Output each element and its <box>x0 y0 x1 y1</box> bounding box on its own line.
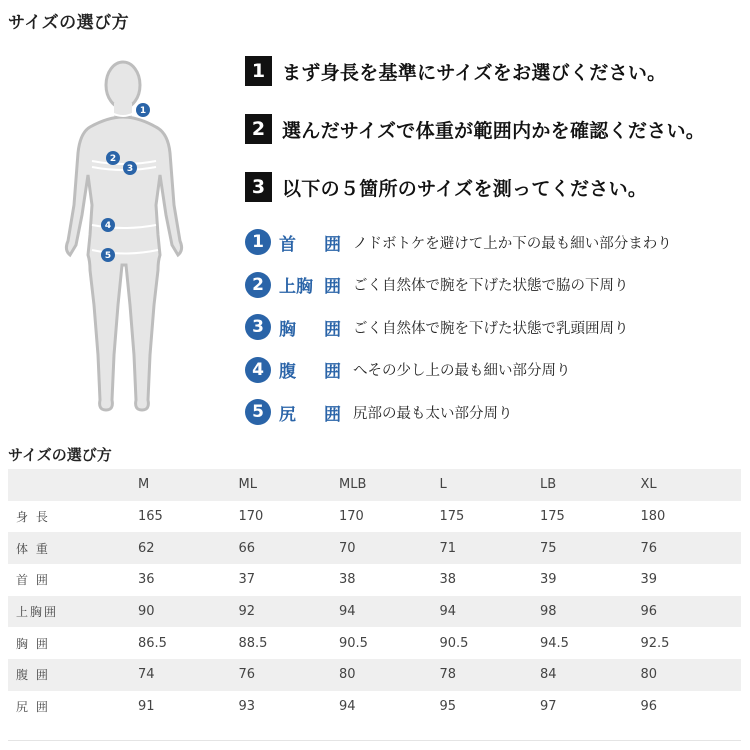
measure-neck <box>245 227 745 257</box>
measure-description: ノドボトケを避けて上か下の最も細い部分まわり <box>353 235 672 252</box>
row-label: 首 囲 <box>16 573 50 588</box>
table-cell: 170 <box>339 509 364 525</box>
table-cell: 78 <box>439 667 457 683</box>
header-cell <box>8 469 138 501</box>
table-cell: 95 <box>439 699 457 715</box>
table-row <box>8 501 741 533</box>
table-cell: 97 <box>540 699 557 715</box>
step-2 <box>245 113 750 145</box>
page-title: サイズの選び方 <box>8 13 130 33</box>
measure-chest <box>245 312 745 342</box>
table-cell: 36 <box>138 572 155 588</box>
measure-name: 上胸 囲 <box>279 277 341 297</box>
size-table <box>8 469 741 723</box>
measurement-list <box>245 227 745 440</box>
row-label: 体 重 <box>16 541 50 556</box>
marker-4: 4 <box>104 221 112 231</box>
table-cell: 165 <box>138 509 163 525</box>
header-cell: XL <box>640 477 657 493</box>
measure-name: 首 囲 <box>279 234 341 255</box>
measure-description: ごく自然体で腕を下げた状態で脇の下周り <box>353 278 629 294</box>
table-cell: 175 <box>439 509 465 525</box>
table-cell: 170 <box>238 509 264 525</box>
table-cell: 84 <box>540 667 557 683</box>
step-number-box: 1 <box>245 56 272 86</box>
divider <box>8 740 741 741</box>
table-cell: 98 <box>540 604 557 620</box>
table-header-row <box>8 469 741 501</box>
number-circle-icon: 5 <box>245 399 271 425</box>
table-cell: 38 <box>439 572 457 588</box>
measure-name: 胸 囲 <box>279 319 341 340</box>
table-row <box>8 564 741 596</box>
table-cell: 80 <box>339 667 356 683</box>
table-cell: 96 <box>640 699 658 715</box>
step-number-box: 2 <box>245 114 272 144</box>
header-cell: MLB <box>339 477 367 493</box>
table-cell: 75 <box>540 540 557 556</box>
table-cell: 94 <box>339 604 356 620</box>
table-cell: 39 <box>640 572 658 588</box>
row-label: 腹 囲 <box>16 668 50 683</box>
table-cell: 76 <box>640 540 658 556</box>
row-label: 尻 囲 <box>16 700 50 715</box>
measure-hip <box>245 397 745 427</box>
table-cell: 80 <box>640 667 658 683</box>
marker-1: 1 <box>139 106 147 116</box>
body-silhouette-icon <box>50 55 200 425</box>
row-label: 胸 囲 <box>16 636 50 651</box>
row-label: 身 長 <box>16 510 50 525</box>
table-cell: 94.5 <box>540 635 569 651</box>
row-label: 上胸囲 <box>16 605 59 620</box>
table-cell: 90.5 <box>439 635 469 651</box>
table-row <box>8 627 741 659</box>
table-row <box>8 691 741 723</box>
body-figure <box>50 55 200 425</box>
table-cell: 37 <box>238 572 256 588</box>
table-cell: 66 <box>238 540 256 556</box>
measure-description: へその少し上の最も細い部分周り <box>353 363 571 379</box>
table-cell: 90.5 <box>339 635 368 651</box>
measure-name: 尻 囲 <box>279 404 341 425</box>
table-cell: 92 <box>238 604 256 620</box>
table-row <box>8 659 741 691</box>
table-cell: 74 <box>138 667 155 683</box>
measure-waist <box>245 355 745 385</box>
header-cell: M <box>138 477 150 493</box>
measure-description: 尻部の最も太い部分周り <box>353 405 513 422</box>
table-cell: 92.5 <box>640 635 670 651</box>
table-title: サイズの選び方 <box>8 446 112 464</box>
table-cell: 91 <box>138 699 155 715</box>
header-cell: L <box>439 477 447 493</box>
table-cell: 90 <box>138 604 155 620</box>
measure-upper-chest <box>245 270 745 300</box>
steps-list <box>245 55 750 229</box>
table-cell: 175 <box>540 509 565 525</box>
number-circle-icon: 3 <box>245 314 271 340</box>
table-cell: 86.5 <box>138 635 167 651</box>
step-text: 選んだサイズで体重が範囲内かを確認ください。 <box>282 119 706 142</box>
step-3 <box>245 171 750 203</box>
step-text: 以下の５箇所のサイズを測ってください。 <box>282 177 648 200</box>
number-circle-icon: 4 <box>245 357 271 383</box>
table-cell: 94 <box>439 604 457 620</box>
step-1 <box>245 55 750 87</box>
table-cell: 94 <box>339 699 356 715</box>
number-circle-icon: 2 <box>245 272 271 298</box>
marker-3: 3 <box>126 164 134 174</box>
table-cell: 96 <box>640 604 658 620</box>
marker-5: 5 <box>104 251 112 261</box>
marker-2: 2 <box>109 154 117 164</box>
table-row <box>8 532 741 564</box>
table-cell: 62 <box>138 540 155 556</box>
step-text: まず身長を基準にサイズをお選びください。 <box>282 61 667 84</box>
table-cell: 180 <box>640 509 666 525</box>
table-cell: 70 <box>339 540 356 556</box>
header-cell: ML <box>238 477 257 493</box>
table-cell: 71 <box>439 540 457 556</box>
table-cell: 39 <box>540 572 557 588</box>
table-cell: 76 <box>238 667 256 683</box>
table-cell: 88.5 <box>238 635 268 651</box>
step-number-box: 3 <box>245 172 272 202</box>
number-circle-icon: 1 <box>245 229 271 255</box>
table-cell: 93 <box>238 699 256 715</box>
header-cell: LB <box>540 477 557 493</box>
table-row <box>8 596 741 628</box>
measure-name: 腹 囲 <box>279 362 341 382</box>
measure-description: ごく自然体で腕を下げた状態で乳頭囲周り <box>353 320 629 337</box>
table-cell: 38 <box>339 572 356 588</box>
